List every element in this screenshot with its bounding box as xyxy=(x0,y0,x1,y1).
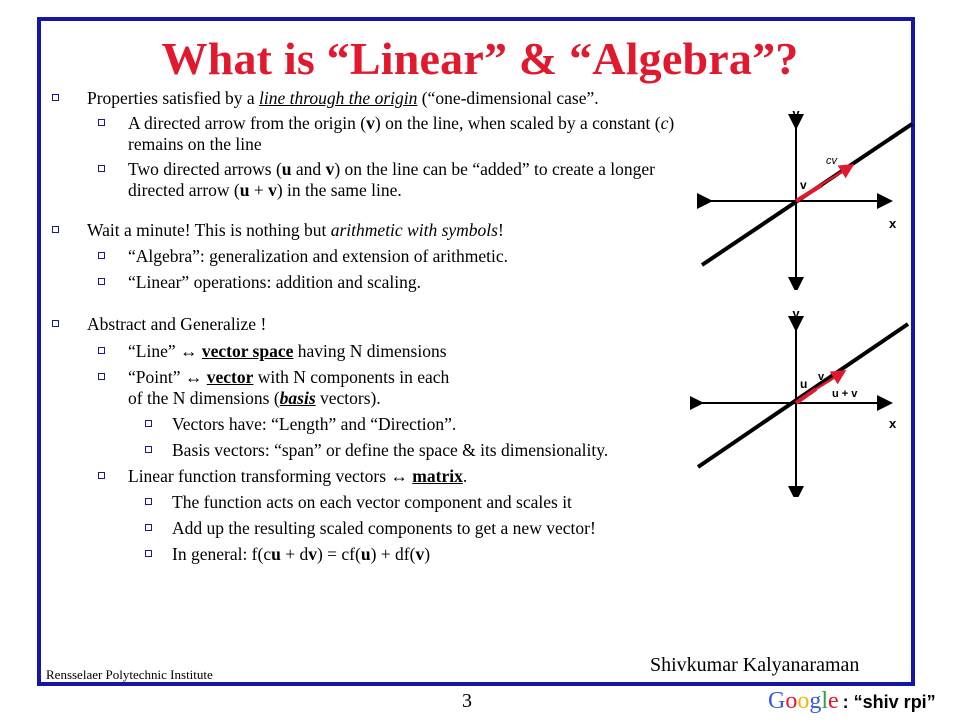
bullet-line-vector-space: “Line” ↔ vector space having N dimensions xyxy=(46,341,706,362)
line-through-origin xyxy=(698,324,908,467)
bullet-box-icon xyxy=(145,524,152,531)
bullet-linear: “Linear” operations: addition and scaling. xyxy=(46,272,706,293)
google-search-hint xyxy=(768,688,936,715)
cv-label: cv xyxy=(826,155,837,167)
slide-title: What is “Linear” & “Algebra”? xyxy=(161,33,799,84)
search-query: : “shiv rpi” xyxy=(842,692,936,712)
bullet-abstract: Abstract and Generalize ! xyxy=(46,314,706,335)
institute-name: Rensselaer Polytechnic Institute xyxy=(46,667,213,682)
scaling-diagram xyxy=(690,100,915,290)
bullet-directed-arrow: A directed arrow from the origin (v) on the line, when scaled by a constant (c) remains on the line xyxy=(46,113,706,155)
bullet-box-icon xyxy=(145,446,152,453)
bullet-length-direction: Vectors have: “Length” and “Direction”. xyxy=(46,414,706,435)
bullet-add-up: Add up the resulting scaled components to get a new vector! xyxy=(46,518,706,539)
bullet-box-icon xyxy=(98,278,105,285)
addition-diagram xyxy=(690,302,915,497)
bullet-box-icon xyxy=(145,498,152,505)
bullet-box-icon xyxy=(52,320,59,327)
u-label: u xyxy=(800,377,808,391)
x-label: x xyxy=(889,416,897,431)
v-label: v xyxy=(800,178,807,192)
bullet-box-icon xyxy=(98,347,105,354)
bullet-box-icon xyxy=(52,226,59,233)
bullet-list xyxy=(46,88,706,565)
bullet-box-icon xyxy=(98,472,105,479)
bullet-linear-function: Linear function transforming vectors ↔ matrix. xyxy=(46,466,706,487)
u-plus-v-label: u + v xyxy=(832,388,858,400)
author-name: Shivkumar Kalyanaraman xyxy=(650,654,860,676)
bullet-box-icon xyxy=(98,252,105,259)
bullet-acts-on-component: The function acts on each vector component and scales it xyxy=(46,492,706,513)
bullet-two-arrows: Two directed arrows (u and v) on the line can be “added” to create a longer directed arrow (u + v) in the same line. xyxy=(46,159,706,201)
y-label: y xyxy=(792,106,800,121)
bullet-in-general: In general: f(cu + dv) = cf(u) + df(v) xyxy=(46,544,706,565)
y-label: y xyxy=(792,306,800,321)
bullet-box-icon xyxy=(145,420,152,427)
bullet-wait-a-minute: Wait a minute! This is nothing but arithmetic with symbols! xyxy=(46,220,706,241)
x-label: x xyxy=(889,216,897,231)
bullet-basis-vectors: Basis vectors: “span” or define the space & its dimensionality. xyxy=(46,440,706,461)
bullet-box-icon xyxy=(98,119,105,126)
v-label: v xyxy=(818,371,825,383)
page-number: 3 xyxy=(462,690,472,712)
bullet-box-icon xyxy=(98,373,105,380)
bullet-box-icon xyxy=(98,165,105,172)
google-logo: Google xyxy=(768,688,839,714)
bullet-properties: Properties satisfied by a line through the origin (“one-dimensional case”. xyxy=(46,88,706,109)
bullet-box-icon xyxy=(145,550,152,557)
bullet-box-icon xyxy=(52,94,59,101)
bullet-algebra: “Algebra”: generalization and extension of arithmetic. xyxy=(46,246,706,267)
bullet-point-vector: “Point” ↔ vector with N components in each of the N dimensions (basis vectors). xyxy=(46,367,706,409)
